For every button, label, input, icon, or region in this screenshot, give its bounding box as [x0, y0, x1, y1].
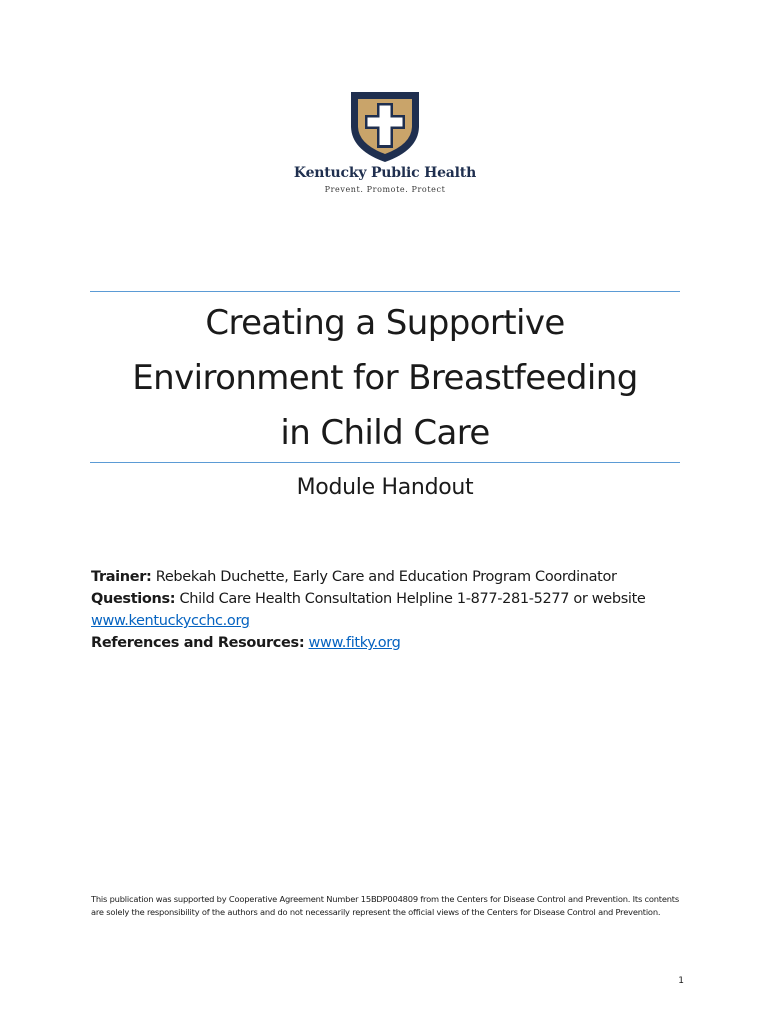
logo-name: Kentucky Public Health	[293, 165, 477, 181]
trainer-value: Rebekah Duchette, Early Care and Education Program Coordinator	[155, 569, 617, 585]
contact-info	[91, 566, 691, 654]
funding-disclaimer: This publication was supported by Cooperative Agreement Number 15BDP004809 from the Centers for Disease Control and Prevention. Its contents are solely the responsibility of the authors and do not necessarily represent the official views of the Centers for Disease Control and Prevention.	[91, 894, 679, 917]
references-line	[91, 632, 691, 654]
title-line: in Child Care	[280, 413, 490, 453]
title-top-divider	[90, 291, 680, 292]
title-bottom-divider	[90, 462, 680, 463]
document-subtitle: Module Handout	[296, 475, 474, 500]
title-line: Creating a Supportive	[205, 303, 565, 343]
title-line: Environment for Breastfeeding	[132, 358, 638, 398]
kentucky-public-health-logo	[280, 88, 490, 200]
fitky-link[interactable]: www.fitky.org	[308, 635, 401, 651]
kentuckycchc-link[interactable]: www.kentuckycchc.org	[91, 613, 250, 629]
document-title	[90, 296, 680, 461]
questions-value: Child Care Health Consultation Helpline 1-877-281-5277 or website	[179, 591, 646, 607]
questions-link-line	[91, 610, 691, 632]
shield-cross-icon	[347, 88, 423, 164]
questions-line	[91, 588, 691, 610]
trainer-label: Trainer:	[91, 569, 152, 585]
questions-label: Questions:	[91, 591, 176, 607]
logo-tagline: Prevent. Promote. Protect	[324, 185, 446, 194]
trainer-line	[91, 566, 691, 588]
references-label: References and Resources:	[91, 635, 305, 651]
page-number: 1	[678, 976, 684, 986]
